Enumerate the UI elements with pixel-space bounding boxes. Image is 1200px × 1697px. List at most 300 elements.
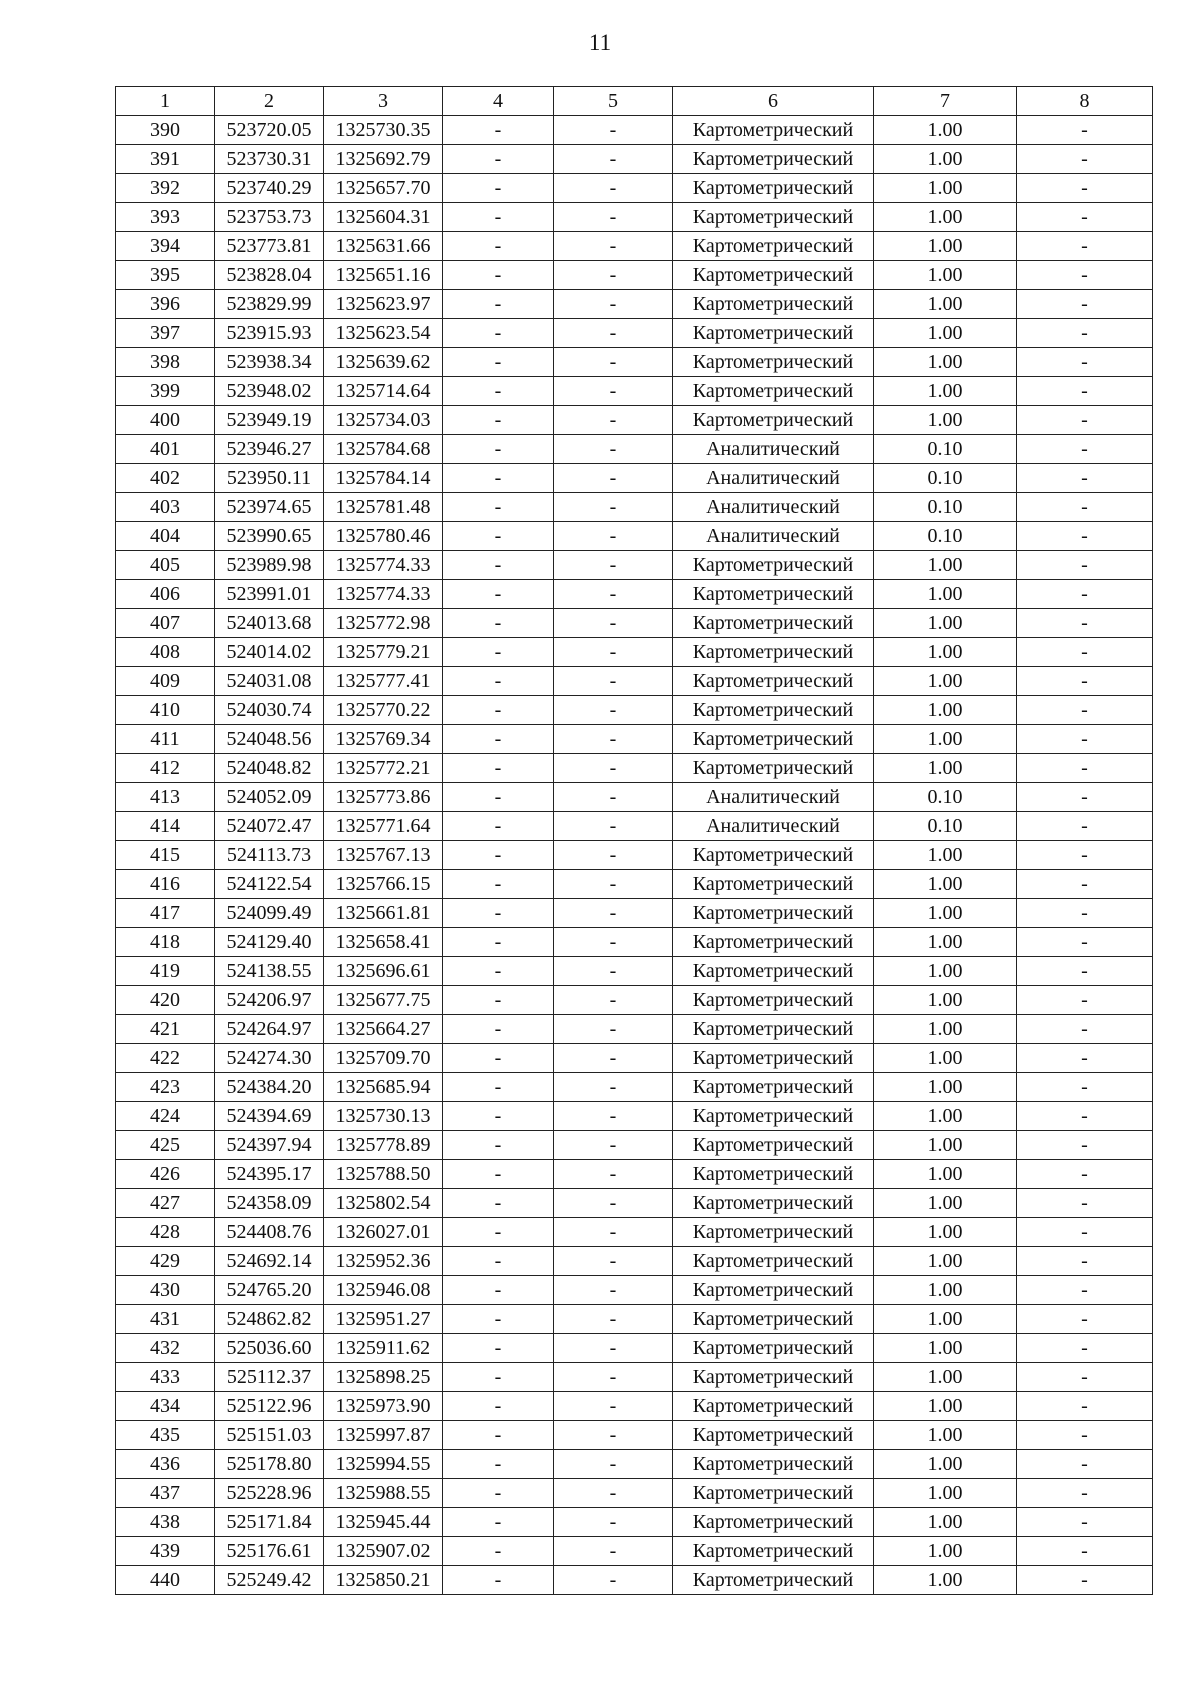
cell-accuracy: 1.00 [874,1015,1017,1044]
cell-point-number: 423 [116,1073,215,1102]
cell-x-coordinate: 524048.56 [215,725,324,754]
table-row [116,638,1153,667]
cell-col-5: - [554,1247,673,1276]
cell-y-coordinate: 1325774.33 [324,551,443,580]
cell-x-coordinate: 524129.40 [215,928,324,957]
cell-col-8: - [1017,1218,1153,1247]
cell-y-coordinate: 1325772.21 [324,754,443,783]
cell-point-number: 408 [116,638,215,667]
cell-col-5: - [554,522,673,551]
table-row [116,696,1153,725]
cell-point-number: 417 [116,899,215,928]
cell-col-8: - [1017,493,1153,522]
cell-col-8: - [1017,1537,1153,1566]
cell-col-5: - [554,725,673,754]
cell-col-4: - [443,116,554,145]
cell-col-5: - [554,145,673,174]
cell-point-number: 398 [116,348,215,377]
cell-col-4: - [443,754,554,783]
cell-col-8: - [1017,203,1153,232]
cell-point-number: 418 [116,928,215,957]
cell-col-5: - [554,232,673,261]
cell-col-5: - [554,1189,673,1218]
cell-col-5: - [554,580,673,609]
cell-col-4: - [443,1566,554,1595]
cell-col-5: - [554,1566,673,1595]
cell-point-number: 406 [116,580,215,609]
cell-y-coordinate: 1325661.81 [324,899,443,928]
cell-col-5: - [554,1450,673,1479]
table-row [116,986,1153,1015]
cell-accuracy: 1.00 [874,1479,1017,1508]
cell-y-coordinate: 1325773.86 [324,783,443,812]
cell-point-number: 424 [116,1102,215,1131]
cell-col-8: - [1017,348,1153,377]
cell-col-8: - [1017,696,1153,725]
cell-col-8: - [1017,1073,1153,1102]
cell-point-number: 434 [116,1392,215,1421]
cell-y-coordinate: 1325734.03 [324,406,443,435]
cell-point-number: 430 [116,1276,215,1305]
table-row [116,1189,1153,1218]
table-header [116,87,1153,116]
table-row [116,377,1153,406]
table-row [116,522,1153,551]
cell-col-4: - [443,1131,554,1160]
cell-y-coordinate: 1325769.34 [324,725,443,754]
cell-accuracy: 1.00 [874,1392,1017,1421]
cell-accuracy: 1.00 [874,1508,1017,1537]
cell-x-coordinate: 524048.82 [215,754,324,783]
cell-col-4: - [443,609,554,638]
table-row [116,783,1153,812]
cell-y-coordinate: 1325696.61 [324,957,443,986]
cell-point-number: 409 [116,667,215,696]
cell-col-8: - [1017,145,1153,174]
cell-method: Картометрический [673,1044,874,1073]
cell-col-4: - [443,1218,554,1247]
cell-col-4: - [443,203,554,232]
table-row [116,1363,1153,1392]
table-row [116,841,1153,870]
cell-col-5: - [554,609,673,638]
cell-x-coordinate: 524397.94 [215,1131,324,1160]
cell-y-coordinate: 1325952.36 [324,1247,443,1276]
cell-point-number: 414 [116,812,215,841]
table-row [116,319,1153,348]
cell-col-8: - [1017,1044,1153,1073]
cell-col-4: - [443,841,554,870]
cell-method: Картометрический [673,377,874,406]
cell-col-8: - [1017,232,1153,261]
cell-point-number: 436 [116,1450,215,1479]
cell-col-8: - [1017,754,1153,783]
cell-accuracy: 1.00 [874,580,1017,609]
cell-point-number: 394 [116,232,215,261]
cell-point-number: 415 [116,841,215,870]
cell-x-coordinate: 523991.01 [215,580,324,609]
cell-x-coordinate: 525176.61 [215,1537,324,1566]
cell-col-4: - [443,1044,554,1073]
cell-col-8: - [1017,1131,1153,1160]
table-row [116,1160,1153,1189]
cell-method: Картометрический [673,754,874,783]
table-row [116,667,1153,696]
cell-accuracy: 1.00 [874,1218,1017,1247]
table-row [116,899,1153,928]
cell-col-8: - [1017,957,1153,986]
cell-y-coordinate: 1325639.62 [324,348,443,377]
cell-point-number: 433 [116,1363,215,1392]
cell-col-5: - [554,1044,673,1073]
cell-col-4: - [443,812,554,841]
cell-point-number: 404 [116,522,215,551]
cell-col-5: - [554,1508,673,1537]
cell-col-5: - [554,464,673,493]
cell-y-coordinate: 1325802.54 [324,1189,443,1218]
cell-y-coordinate: 1325604.31 [324,203,443,232]
cell-col-5: - [554,406,673,435]
cell-accuracy: 1.00 [874,377,1017,406]
column-header-8: 8 [1017,87,1153,116]
cell-y-coordinate: 1325677.75 [324,986,443,1015]
cell-point-number: 425 [116,1131,215,1160]
table-row [116,1131,1153,1160]
cell-col-4: - [443,1247,554,1276]
column-header-5: 5 [554,87,673,116]
cell-method: Картометрический [673,580,874,609]
cell-col-4: - [443,1334,554,1363]
cell-method: Картометрический [673,1247,874,1276]
cell-x-coordinate: 523938.34 [215,348,324,377]
cell-x-coordinate: 524031.08 [215,667,324,696]
header-row [116,87,1153,116]
cell-col-8: - [1017,1334,1153,1363]
cell-col-8: - [1017,261,1153,290]
cell-x-coordinate: 524052.09 [215,783,324,812]
cell-col-5: - [554,1363,673,1392]
cell-accuracy: 0.10 [874,493,1017,522]
cell-accuracy: 1.00 [874,957,1017,986]
cell-col-5: - [554,1218,673,1247]
cell-accuracy: 1.00 [874,667,1017,696]
cell-x-coordinate: 523948.02 [215,377,324,406]
cell-col-5: - [554,957,673,986]
cell-method: Картометрический [673,696,874,725]
cell-y-coordinate: 1325945.44 [324,1508,443,1537]
cell-col-4: - [443,899,554,928]
cell-col-8: - [1017,1479,1153,1508]
cell-col-8: - [1017,377,1153,406]
cell-point-number: 413 [116,783,215,812]
cell-col-5: - [554,1334,673,1363]
cell-accuracy: 1.00 [874,870,1017,899]
cell-point-number: 403 [116,493,215,522]
cell-col-4: - [443,580,554,609]
cell-col-5: - [554,754,673,783]
cell-accuracy: 1.00 [874,348,1017,377]
cell-x-coordinate: 524692.14 [215,1247,324,1276]
cell-y-coordinate: 1325770.22 [324,696,443,725]
cell-method: Картометрический [673,1537,874,1566]
cell-x-coordinate: 523740.29 [215,174,324,203]
cell-col-8: - [1017,1392,1153,1421]
cell-x-coordinate: 524030.74 [215,696,324,725]
cell-col-5: - [554,1421,673,1450]
table-row [116,290,1153,319]
cell-col-4: - [443,870,554,899]
table-row [116,116,1153,145]
table-row [116,145,1153,174]
cell-x-coordinate: 525112.37 [215,1363,324,1392]
cell-col-5: - [554,986,673,1015]
cell-col-8: - [1017,1566,1153,1595]
column-header-6: 6 [673,87,874,116]
cell-point-number: 399 [116,377,215,406]
cell-method: Аналитический [673,493,874,522]
cell-col-8: - [1017,1247,1153,1276]
cell-method: Картометрический [673,1566,874,1595]
cell-x-coordinate: 524099.49 [215,899,324,928]
table-row [116,232,1153,261]
cell-point-number: 401 [116,435,215,464]
cell-col-5: - [554,638,673,667]
cell-x-coordinate: 524206.97 [215,986,324,1015]
table-row [116,174,1153,203]
cell-accuracy: 1.00 [874,1421,1017,1450]
cell-col-4: - [443,406,554,435]
cell-col-5: - [554,841,673,870]
cell-col-4: - [443,290,554,319]
column-header-4: 4 [443,87,554,116]
cell-col-8: - [1017,1421,1153,1450]
cell-accuracy: 1.00 [874,232,1017,261]
cell-accuracy: 1.00 [874,261,1017,290]
cell-x-coordinate: 524395.17 [215,1160,324,1189]
table-row [116,1218,1153,1247]
cell-accuracy: 1.00 [874,203,1017,232]
table-row [116,203,1153,232]
cell-x-coordinate: 525228.96 [215,1479,324,1508]
cell-y-coordinate: 1325730.35 [324,116,443,145]
cell-method: Аналитический [673,812,874,841]
cell-x-coordinate: 523773.81 [215,232,324,261]
cell-point-number: 421 [116,1015,215,1044]
cell-point-number: 440 [116,1566,215,1595]
cell-col-4: - [443,1102,554,1131]
cell-method: Картометрический [673,1218,874,1247]
cell-col-8: - [1017,899,1153,928]
cell-x-coordinate: 524408.76 [215,1218,324,1247]
table-row [116,493,1153,522]
cell-y-coordinate: 1325997.87 [324,1421,443,1450]
cell-y-coordinate: 1325772.98 [324,609,443,638]
cell-y-coordinate: 1325767.13 [324,841,443,870]
cell-x-coordinate: 523989.98 [215,551,324,580]
cell-point-number: 426 [116,1160,215,1189]
table-row [116,1566,1153,1595]
cell-col-5: - [554,261,673,290]
cell-x-coordinate: 523949.19 [215,406,324,435]
cell-method: Картометрический [673,290,874,319]
cell-col-8: - [1017,638,1153,667]
cell-accuracy: 0.10 [874,522,1017,551]
cell-point-number: 393 [116,203,215,232]
cell-col-4: - [443,145,554,174]
cell-accuracy: 1.00 [874,1305,1017,1334]
cell-col-4: - [443,174,554,203]
cell-method: Картометрический [673,899,874,928]
cell-accuracy: 1.00 [874,1102,1017,1131]
cell-point-number: 412 [116,754,215,783]
cell-col-5: - [554,696,673,725]
column-header-3: 3 [324,87,443,116]
table-row [116,754,1153,783]
cell-col-4: - [443,522,554,551]
cell-accuracy: 1.00 [874,899,1017,928]
cell-col-5: - [554,319,673,348]
column-header-1: 1 [116,87,215,116]
cell-y-coordinate: 1325973.90 [324,1392,443,1421]
table-row [116,1421,1153,1450]
cell-col-8: - [1017,1450,1153,1479]
cell-method: Картометрический [673,319,874,348]
cell-col-4: - [443,464,554,493]
cell-method: Картометрический [673,1131,874,1160]
cell-col-8: - [1017,1102,1153,1131]
cell-accuracy: 1.00 [874,1189,1017,1218]
cell-method: Картометрический [673,1421,874,1450]
cell-x-coordinate: 524138.55 [215,957,324,986]
table-row [116,261,1153,290]
cell-point-number: 439 [116,1537,215,1566]
cell-method: Аналитический [673,783,874,812]
cell-accuracy: 1.00 [874,1363,1017,1392]
cell-col-8: - [1017,1189,1153,1218]
cell-point-number: 427 [116,1189,215,1218]
table-row [116,348,1153,377]
table-row [116,1479,1153,1508]
cell-x-coordinate: 525249.42 [215,1566,324,1595]
cell-accuracy: 1.00 [874,754,1017,783]
cell-accuracy: 1.00 [874,145,1017,174]
table-row [116,870,1153,899]
cell-y-coordinate: 1325784.14 [324,464,443,493]
cell-method: Картометрический [673,406,874,435]
cell-col-8: - [1017,406,1153,435]
cell-y-coordinate: 1325777.41 [324,667,443,696]
cell-col-4: - [443,986,554,1015]
cell-x-coordinate: 525036.60 [215,1334,324,1363]
cell-y-coordinate: 1325730.13 [324,1102,443,1131]
cell-accuracy: 1.00 [874,609,1017,638]
cell-col-8: - [1017,870,1153,899]
cell-method: Картометрический [673,609,874,638]
cell-col-5: - [554,812,673,841]
cell-method: Картометрический [673,638,874,667]
cell-point-number: 419 [116,957,215,986]
cell-y-coordinate: 1325631.66 [324,232,443,261]
cell-col-4: - [443,928,554,957]
cell-accuracy: 1.00 [874,725,1017,754]
cell-x-coordinate: 524072.47 [215,812,324,841]
cell-col-8: - [1017,464,1153,493]
cell-accuracy: 1.00 [874,1131,1017,1160]
cell-y-coordinate: 1325651.16 [324,261,443,290]
column-header-7: 7 [874,87,1017,116]
cell-col-5: - [554,174,673,203]
cell-y-coordinate: 1325788.50 [324,1160,443,1189]
cell-point-number: 390 [116,116,215,145]
cell-col-5: - [554,203,673,232]
cell-method: Картометрический [673,870,874,899]
cell-x-coordinate: 523990.65 [215,522,324,551]
table-row [116,1334,1153,1363]
cell-accuracy: 1.00 [874,174,1017,203]
cell-method: Картометрический [673,1276,874,1305]
cell-point-number: 422 [116,1044,215,1073]
cell-x-coordinate: 523946.27 [215,435,324,464]
cell-method: Картометрический [673,174,874,203]
cell-col-8: - [1017,174,1153,203]
cell-x-coordinate: 523974.65 [215,493,324,522]
cell-y-coordinate: 1325781.48 [324,493,443,522]
table-row [116,1073,1153,1102]
cell-method: Картометрический [673,1334,874,1363]
cell-col-5: - [554,348,673,377]
table-row [116,1305,1153,1334]
cell-point-number: 391 [116,145,215,174]
cell-method: Картометрический [673,1073,874,1102]
cell-y-coordinate: 1325623.54 [324,319,443,348]
cell-col-4: - [443,1392,554,1421]
cell-y-coordinate: 1325778.89 [324,1131,443,1160]
cell-method: Картометрический [673,145,874,174]
cell-y-coordinate: 1325907.02 [324,1537,443,1566]
cell-accuracy: 1.00 [874,406,1017,435]
cell-accuracy: 1.00 [874,1334,1017,1363]
table-row [116,1247,1153,1276]
cell-x-coordinate: 523915.93 [215,319,324,348]
cell-method: Картометрический [673,841,874,870]
cell-point-number: 435 [116,1421,215,1450]
cell-col-5: - [554,1160,673,1189]
cell-col-8: - [1017,667,1153,696]
cell-col-8: - [1017,841,1153,870]
table-row [116,435,1153,464]
cell-method: Картометрический [673,1015,874,1044]
cell-method: Картометрический [673,667,874,696]
cell-col-8: - [1017,522,1153,551]
cell-x-coordinate: 524394.69 [215,1102,324,1131]
cell-point-number: 396 [116,290,215,319]
cell-col-5: - [554,783,673,812]
cell-accuracy: 1.00 [874,841,1017,870]
cell-accuracy: 1.00 [874,1450,1017,1479]
cell-accuracy: 0.10 [874,435,1017,464]
cell-col-5: - [554,377,673,406]
cell-col-5: - [554,899,673,928]
cell-point-number: 437 [116,1479,215,1508]
table-row [116,580,1153,609]
cell-col-4: - [443,1073,554,1102]
table-row [116,464,1153,493]
cell-y-coordinate: 1325784.68 [324,435,443,464]
cell-col-5: - [554,1073,673,1102]
cell-x-coordinate: 524358.09 [215,1189,324,1218]
cell-method: Картометрический [673,957,874,986]
cell-method: Картометрический [673,232,874,261]
